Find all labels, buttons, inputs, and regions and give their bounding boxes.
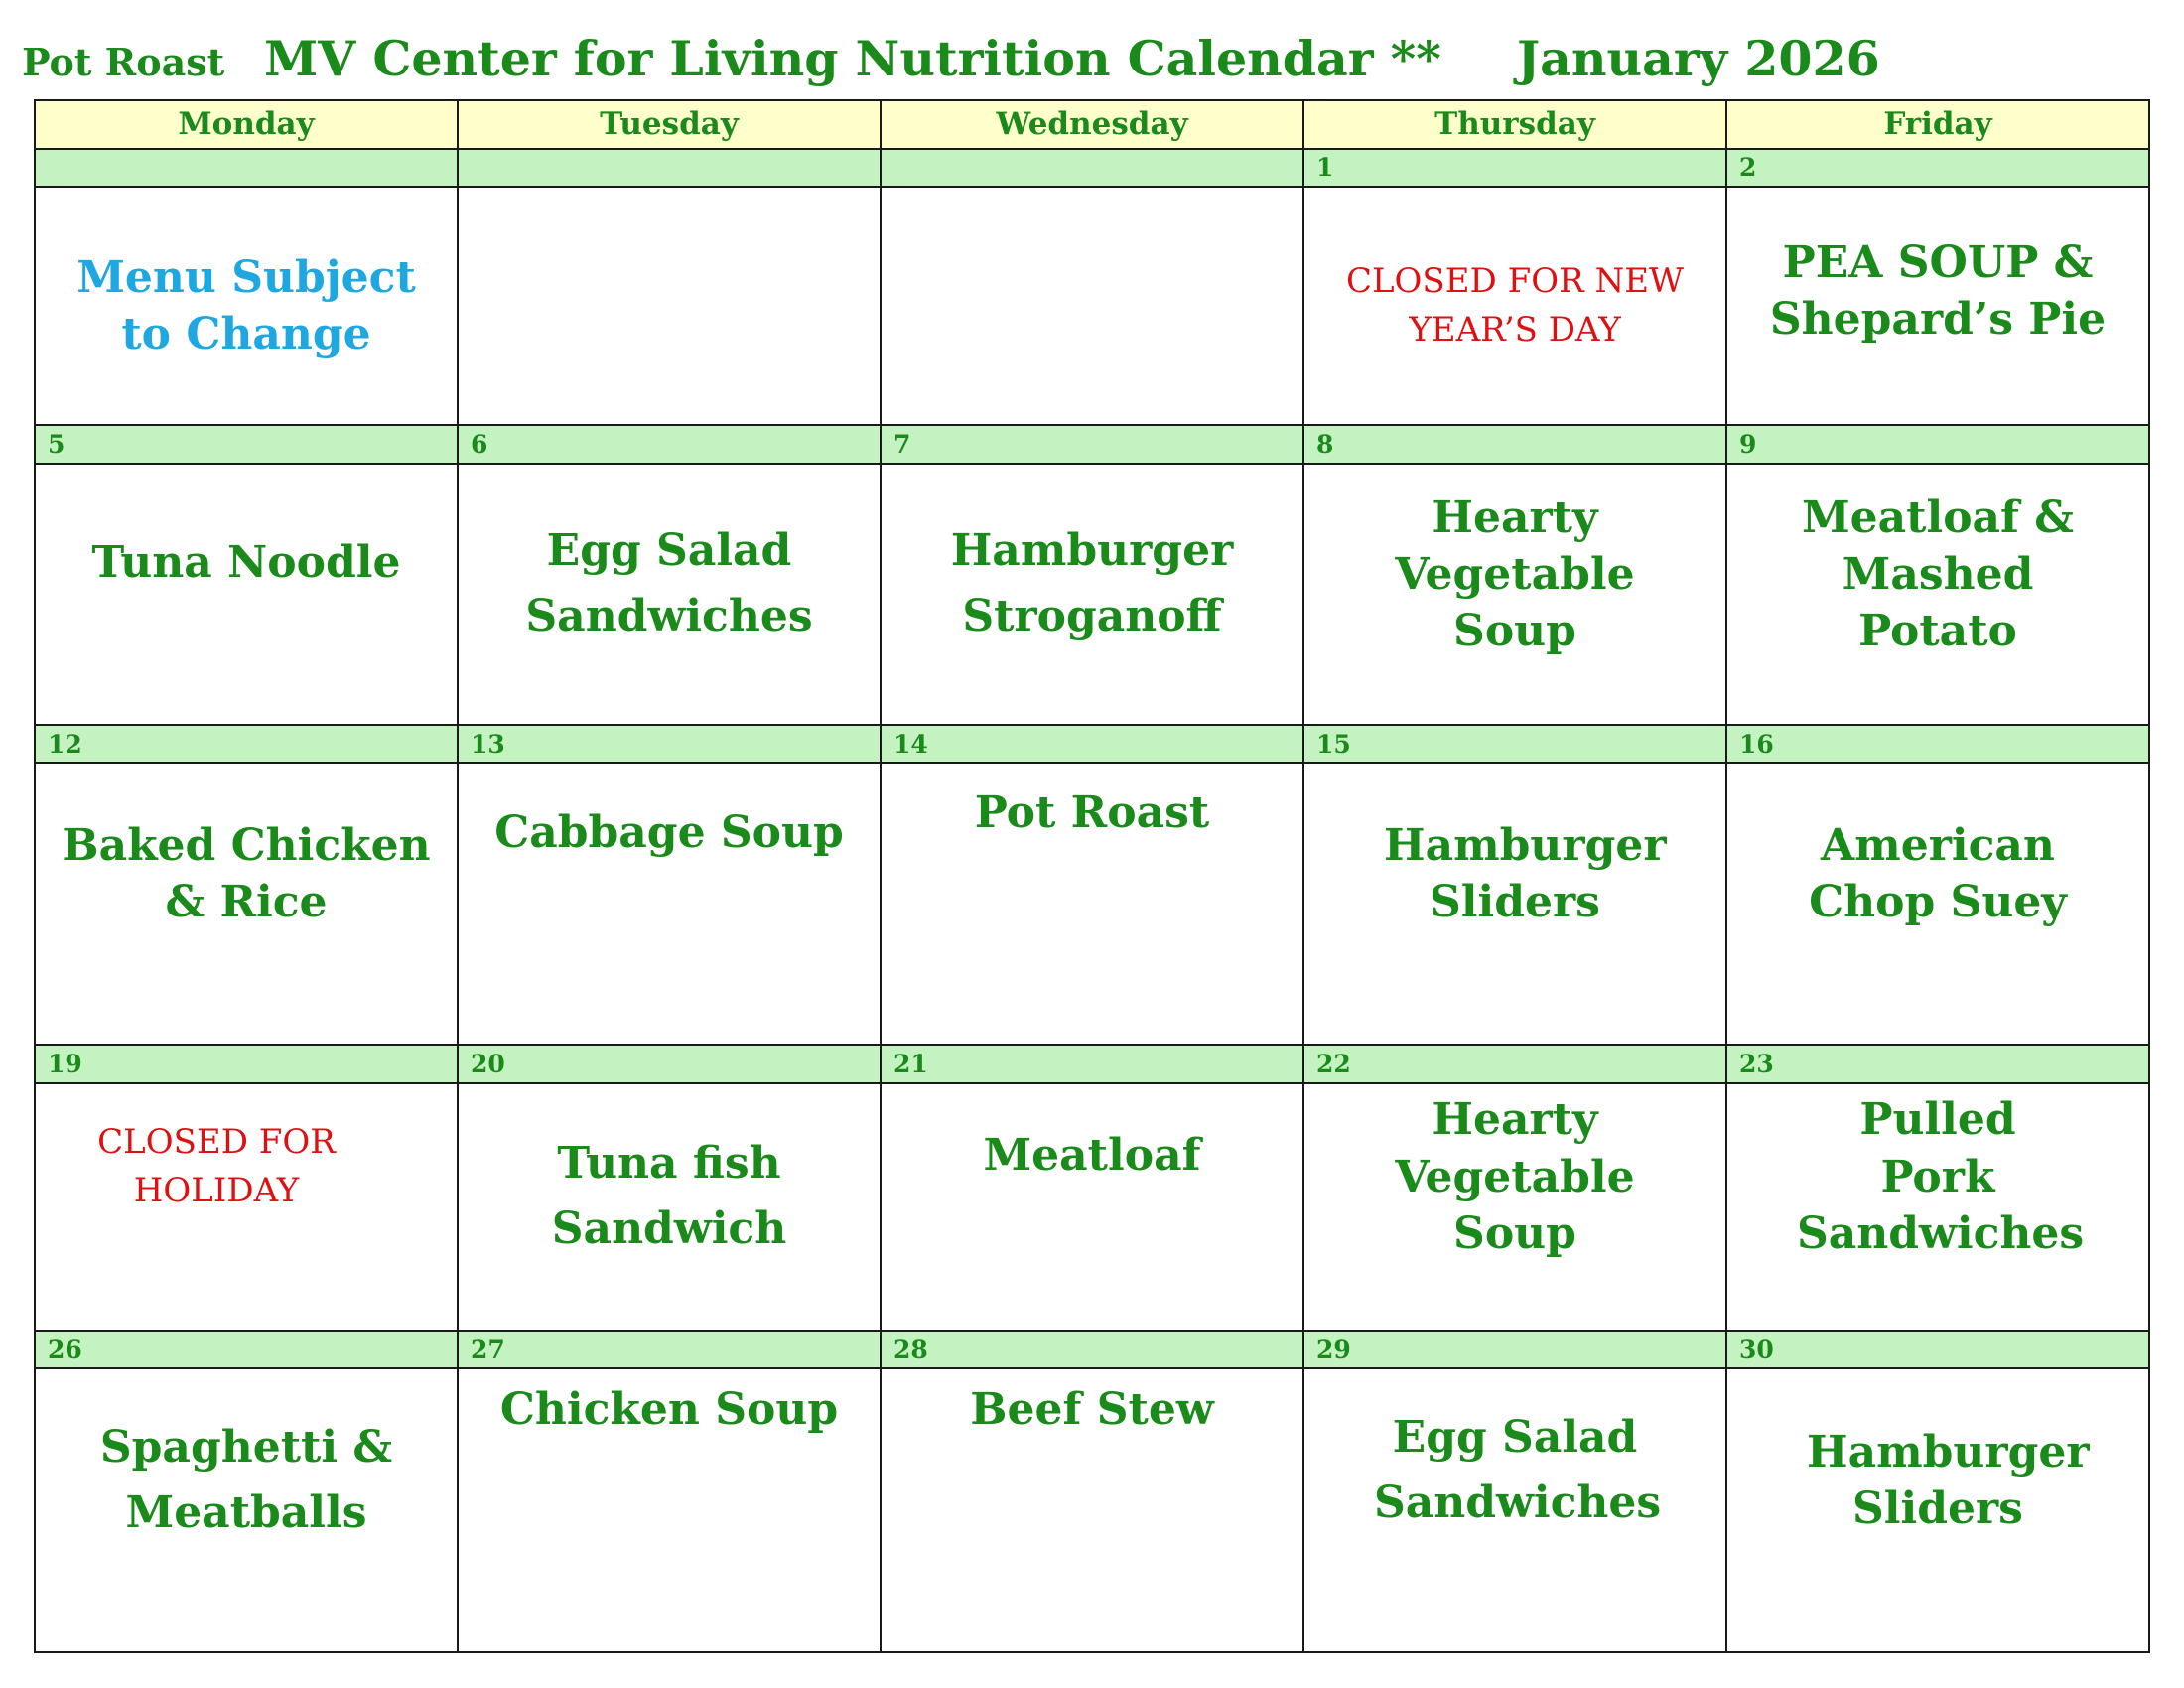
meal-item: Hearty Vegetable Soup	[1395, 1094, 1635, 1259]
day-cell	[881, 1368, 1303, 1652]
meal-item: Hearty Vegetable Soup	[1395, 492, 1635, 656]
day-cell	[1726, 1368, 2149, 1652]
day-cell	[1303, 187, 1726, 425]
day-cell	[1303, 464, 1726, 725]
date-number: 28	[881, 1331, 1303, 1368]
day-cell	[1726, 464, 2149, 725]
meal-item: Egg Salad Sandwiches	[1374, 1412, 1662, 1529]
day-cell	[458, 763, 881, 1045]
closed-notice: CLOSED FOR HOLIDAY	[97, 1121, 336, 1211]
date-number: 27	[458, 1331, 881, 1368]
meal-item: Hamburger Sliders	[1384, 820, 1667, 928]
weekday-header-row	[35, 100, 2149, 149]
featured-meal-label: Pot Roast	[22, 40, 225, 84]
calendar-title: MV Center for Living Nutrition Calendar **	[264, 30, 1441, 87]
meal-item: Spaghetti & Meatballs	[99, 1422, 393, 1539]
date-number: 26	[35, 1331, 458, 1368]
day-cell	[458, 1083, 881, 1331]
date-number: 22	[1303, 1045, 1726, 1082]
date-number	[35, 149, 458, 187]
meal-item: PEA SOUP & Shepard’s Pie	[1769, 236, 2107, 346]
date-number: 16	[1726, 725, 2149, 763]
date-number: 2	[1726, 149, 2149, 187]
empty-day-cell	[458, 187, 881, 425]
date-number: 15	[1303, 725, 1726, 763]
day-cell	[458, 1368, 881, 1652]
day-cell	[458, 464, 881, 725]
day-cell	[881, 763, 1303, 1045]
nutrition-calendar-grid	[34, 99, 2150, 1653]
closed-notice: CLOSED FOR NEW YEAR’S DAY	[1345, 260, 1685, 351]
weekday-friday: Friday	[1726, 100, 2149, 149]
day-cell	[1726, 187, 2149, 425]
date-strip	[35, 725, 2149, 763]
date-number: 8	[1303, 425, 1726, 463]
day-cell	[881, 464, 1303, 725]
meal-row	[35, 464, 2149, 725]
meal-item: Tuna fish Sandwich	[551, 1138, 787, 1255]
meal-item: Egg Salad Sandwiches	[525, 525, 813, 642]
meal-item: Hamburger Sliders	[1807, 1426, 2090, 1535]
date-number	[458, 149, 881, 187]
empty-day-cell	[881, 187, 1303, 425]
meal-item: Meatloaf	[983, 1130, 1201, 1182]
date-number: 1	[1303, 149, 1726, 187]
date-number: 30	[1726, 1331, 2149, 1368]
weekday-thursday: Thursday	[1303, 100, 1726, 149]
menu-notice-cell	[35, 187, 458, 425]
meal-item: Meatloaf & Mashed Potato	[1801, 492, 2075, 656]
date-number: 9	[1726, 425, 2149, 463]
day-cell	[1726, 1083, 2149, 1331]
day-cell	[35, 1368, 458, 1652]
calendar-title-bar	[0, 30, 2184, 99]
date-number: 23	[1726, 1045, 2149, 1082]
date-number: 20	[458, 1045, 881, 1082]
menu-notice: Menu Subject to Change	[76, 251, 416, 360]
date-strip	[35, 149, 2149, 187]
day-cell	[35, 1083, 458, 1331]
day-cell	[881, 1083, 1303, 1331]
date-number: 19	[35, 1045, 458, 1082]
date-strip	[35, 425, 2149, 463]
day-cell	[1303, 1083, 1726, 1331]
date-number: 5	[35, 425, 458, 463]
day-cell	[1303, 1368, 1726, 1652]
meal-item: Pulled Pork Sandwiches	[1797, 1094, 2085, 1259]
weekday-tuesday: Tuesday	[458, 100, 881, 149]
date-number	[881, 149, 1303, 187]
meal-row	[35, 763, 2149, 1045]
meal-item: Pot Roast	[974, 787, 1210, 839]
weekday-wednesday: Wednesday	[881, 100, 1303, 149]
date-number: 21	[881, 1045, 1303, 1082]
meal-item: American Chop Suey	[1809, 820, 2067, 928]
meal-item: Baked Chicken & Rice	[62, 820, 431, 928]
date-strip	[35, 1045, 2149, 1082]
day-cell	[35, 763, 458, 1045]
meal-item: Cabbage Soup	[494, 807, 844, 859]
meal-item: Tuna Noodle	[91, 537, 401, 589]
meal-row	[35, 1083, 2149, 1331]
meal-item: Hamburger Stroganoff	[950, 525, 1234, 642]
day-cell	[1726, 763, 2149, 1045]
calendar-month: January 2026	[1517, 30, 1880, 87]
meal-item: Chicken Soup	[499, 1384, 839, 1436]
day-cell	[35, 464, 458, 725]
date-number: 6	[458, 425, 881, 463]
meal-item: Beef Stew	[970, 1384, 1214, 1436]
date-number: 13	[458, 725, 881, 763]
date-number: 29	[1303, 1331, 1726, 1368]
date-strip	[35, 1331, 2149, 1368]
weekday-monday: Monday	[35, 100, 458, 149]
day-cell	[1303, 763, 1726, 1045]
date-number: 12	[35, 725, 458, 763]
meal-row	[35, 187, 2149, 425]
date-number: 14	[881, 725, 1303, 763]
date-number: 7	[881, 425, 1303, 463]
meal-row	[35, 1368, 2149, 1652]
